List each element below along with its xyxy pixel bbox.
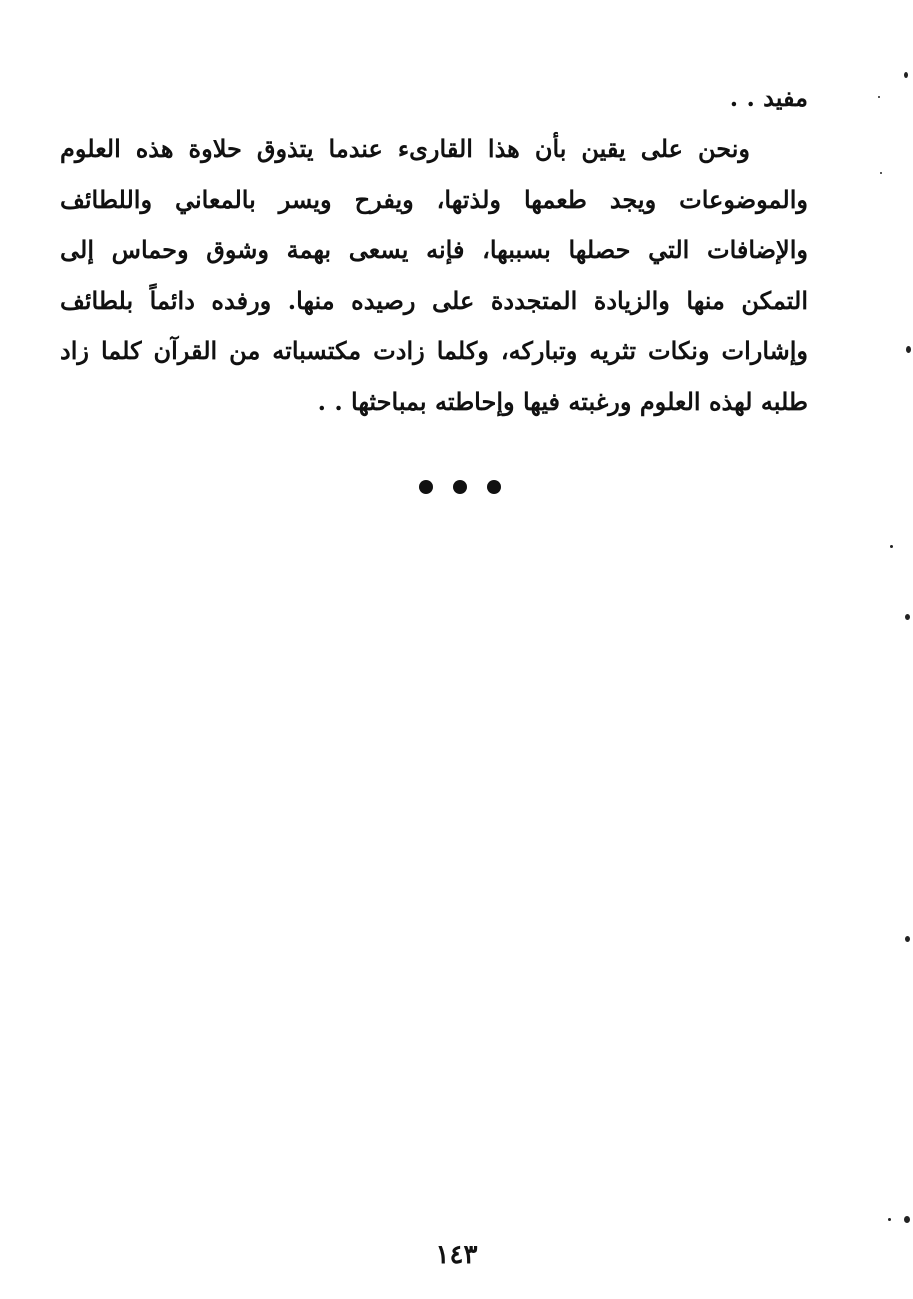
section-separator	[0, 480, 913, 494]
page-body	[60, 72, 808, 427]
scan-mark	[905, 936, 910, 942]
separator-dot	[487, 480, 501, 494]
scan-mark	[878, 96, 880, 98]
scan-mark	[904, 1216, 910, 1223]
opening-line: مفيد . .	[729, 83, 808, 112]
scan-mark	[890, 545, 893, 548]
paragraph-line: وإشارات ونكات تثريه وتباركه، وكلما زادت مكتسباته من القرآن كلما زاد	[60, 336, 808, 365]
paragraph-line: والموضوعات ويجد طعمها ولذتها، ويفرح ويسر بالمعاني واللطائف	[60, 184, 808, 214]
main-paragraph	[60, 124, 808, 427]
scan-mark	[888, 1218, 891, 1221]
scan-mark	[880, 172, 882, 174]
paragraph-line: التمكن منها والزيادة المتجددة على رصيده منها. ورفده دائماً بلطائف	[60, 285, 808, 315]
scan-mark	[906, 346, 911, 353]
scan-mark	[904, 72, 908, 78]
separator-dot	[419, 480, 433, 494]
paragraph-line: طلبه لهذه العلوم ورغبته فيها وإحاطته بمباحثها . .	[317, 386, 808, 416]
paragraph-line: ونحن على يقين بأن هذا القارىء عندما يتذوق حلاوة هذه العلوم	[60, 134, 750, 163]
paragraph-line: والإضافات التي حصلها بسببها، فإنه يسعى بهمة وشوق وحماس إلى	[60, 235, 808, 264]
page-number: ١٤٣	[435, 1240, 478, 1270]
separator-dot	[453, 480, 467, 494]
scan-mark	[905, 614, 910, 620]
